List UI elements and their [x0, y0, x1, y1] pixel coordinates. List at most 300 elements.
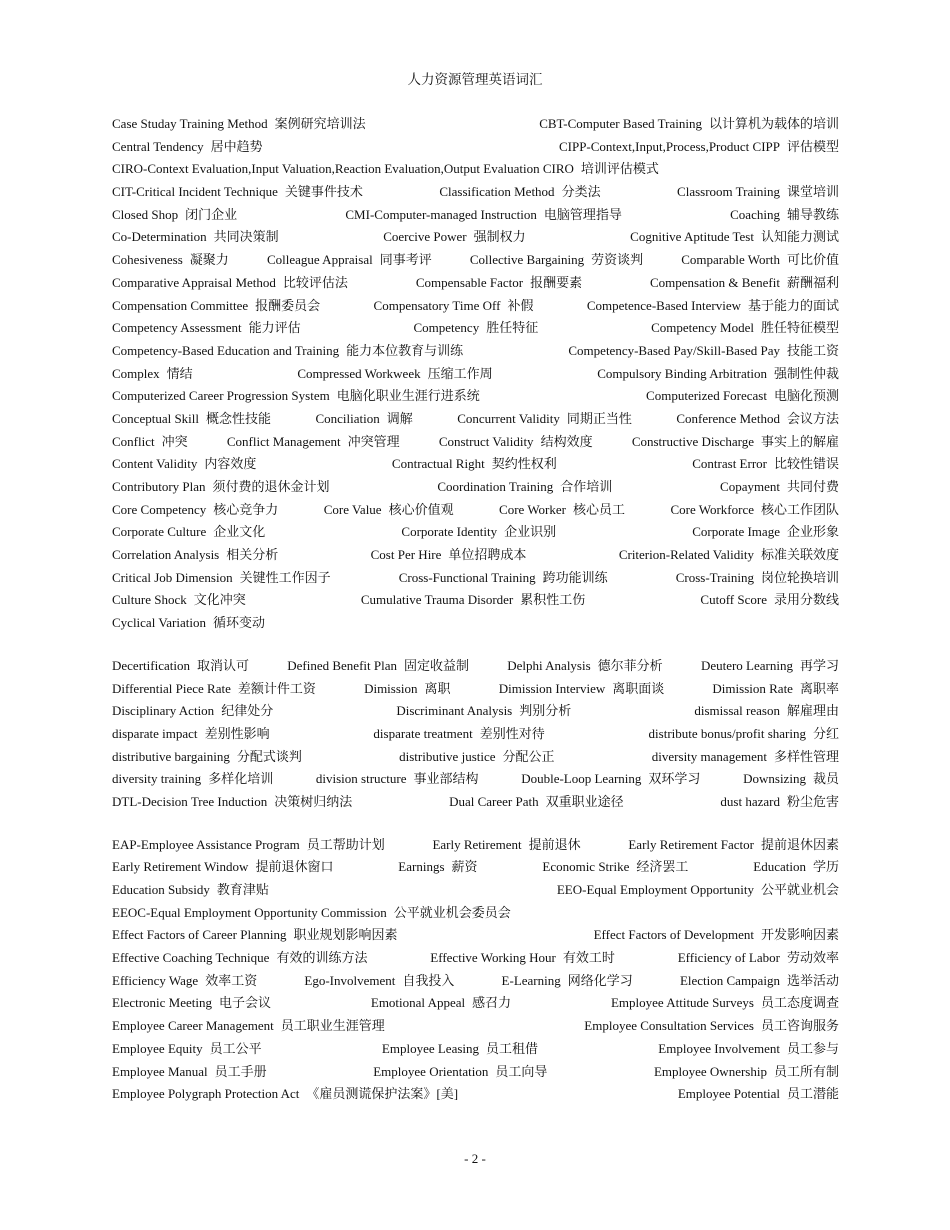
term-chinese: 同事考评	[379, 252, 432, 268]
glossary-content	[112, 113, 839, 1106]
term-chinese: 效率工资	[205, 972, 258, 988]
term-chinese: 取消认可	[196, 657, 249, 673]
glossary-line	[112, 723, 839, 746]
term-chinese: 认知能力测试	[760, 229, 839, 245]
glossary-term	[112, 879, 269, 902]
term-english: Deutero Learning	[700, 657, 793, 673]
term-chinese: 员工潜能	[786, 1086, 839, 1102]
term-english: Efficiency Wage	[112, 972, 199, 988]
page-number: - 2 -	[464, 1151, 486, 1166]
glossary-term	[112, 521, 265, 544]
glossary-term	[364, 678, 450, 701]
term-english: Employee Ownership	[653, 1063, 767, 1079]
glossary-line	[112, 476, 839, 499]
glossary-term	[383, 226, 525, 249]
term-chinese: 冲突管理	[347, 433, 400, 449]
term-english: Competency Model	[651, 320, 754, 336]
term-english: Central Tendency	[112, 138, 204, 154]
term-english: Early Retirement Window	[112, 859, 249, 875]
term-english: Constructive Discharge	[631, 433, 754, 449]
glossary-term	[112, 746, 302, 769]
term-chinese: 差额计件工资	[237, 680, 316, 696]
glossary-term	[112, 1015, 385, 1038]
term-chinese: 分配公正	[502, 748, 555, 764]
term-chinese: 基于能力的面试	[747, 297, 839, 313]
glossary-line	[112, 746, 839, 769]
term-chinese: 录用分数线	[773, 592, 839, 608]
term-chinese: 能力本位教育与训练	[346, 342, 464, 358]
term-english: Core Worker	[499, 501, 566, 517]
glossary-term	[611, 992, 839, 1015]
term-chinese: 情结	[166, 365, 193, 381]
glossary-term	[676, 567, 839, 590]
glossary-term	[743, 768, 839, 791]
glossary-line	[112, 970, 839, 993]
glossary-term	[112, 1061, 267, 1084]
glossary-term	[112, 544, 278, 567]
glossary-term	[112, 181, 363, 204]
glossary-term	[457, 408, 632, 431]
term-chinese: 员工参与	[786, 1040, 839, 1056]
glossary-term	[521, 768, 700, 791]
term-english: Corporate Culture	[112, 524, 207, 540]
term-english: Compressed Workweek	[297, 365, 421, 381]
glossary-term	[373, 1061, 547, 1084]
glossary-term	[594, 924, 839, 947]
term-english: EAP-Employee Assistance Program	[112, 836, 300, 852]
glossary-term	[112, 272, 348, 295]
term-chinese: 提前退休因素	[760, 836, 839, 852]
term-chinese: 劳动效率	[786, 950, 839, 966]
term-english: Core Competency	[112, 501, 207, 517]
term-chinese: 离职面谈	[612, 680, 665, 696]
term-english: division structure	[315, 771, 407, 787]
term-chinese: 同期正当性	[566, 410, 632, 426]
term-chinese: 企业文化	[213, 524, 266, 540]
term-chinese: 开发影响因素	[760, 927, 839, 943]
term-chinese: 自我投入	[402, 972, 455, 988]
glossary-line	[112, 249, 839, 272]
term-chinese: 结构效度	[540, 433, 593, 449]
glossary-line	[112, 1083, 839, 1106]
glossary-term	[112, 678, 316, 701]
term-english: Cohesiveness	[112, 252, 183, 268]
glossary-term	[287, 655, 469, 678]
term-chinese: 差别性对待	[479, 725, 545, 741]
glossary-term	[502, 970, 633, 993]
glossary-line	[112, 768, 839, 791]
term-group-e	[112, 834, 839, 1106]
term-chinese: 选举活动	[786, 972, 839, 988]
term-chinese: 员工职业生涯管理	[280, 1018, 385, 1034]
term-english: Effect Factors of Development	[593, 927, 754, 943]
glossary-term	[677, 181, 839, 204]
term-english: EEOC-Equal Employment Opportunity Commission	[112, 904, 387, 920]
term-english: Culture Shock	[112, 592, 187, 608]
term-chinese: 员工向导	[495, 1063, 548, 1079]
term-english: Coercive Power	[383, 229, 467, 245]
term-english: Early Retirement Factor	[628, 836, 754, 852]
term-chinese: 以计算机为载体的培训	[708, 116, 839, 131]
term-chinese: 可比价值	[786, 252, 839, 268]
term-chinese: 居中趋势	[210, 138, 263, 154]
glossary-line	[112, 272, 839, 295]
term-chinese: 报酬要素	[530, 274, 583, 290]
glossary-term	[678, 1083, 839, 1106]
term-chinese: 共同决策制	[213, 229, 279, 245]
glossary-line	[112, 295, 839, 318]
glossary-term	[112, 431, 188, 454]
glossary-term	[112, 924, 398, 947]
glossary-term	[628, 834, 839, 857]
glossary-line	[112, 567, 839, 590]
glossary-term	[112, 385, 480, 408]
term-english: Correlation Analysis	[112, 547, 220, 563]
term-chinese: 关键事件技术	[284, 184, 363, 200]
term-english: disparate impact	[112, 725, 198, 741]
term-english: E-Learning	[501, 972, 561, 988]
term-english: Cross-Functional Training	[398, 569, 536, 585]
term-chinese: 提前退休窗口	[255, 859, 334, 875]
term-english: Colleague Appraisal	[266, 252, 373, 268]
term-english: Copayment	[720, 479, 780, 494]
term-english: Cyclical Variation	[112, 615, 206, 631]
term-chinese: 薪酬福利	[786, 274, 839, 290]
term-english: Electronic Meeting	[112, 995, 212, 1011]
term-english: CIRO-Context Evaluation,Input Valuation,Reaction Evaluation,Output Evaluation CIRO	[112, 161, 574, 177]
term-chinese: 共同付费	[786, 479, 839, 494]
glossary-term	[654, 1061, 839, 1084]
glossary-term	[539, 113, 839, 136]
glossary-term	[470, 249, 643, 272]
glossary-term	[652, 746, 839, 769]
glossary-term	[304, 970, 454, 993]
term-english: CBT-Computer Based Training	[539, 116, 702, 131]
glossary-term	[700, 589, 839, 612]
term-english: Contributory Plan	[112, 479, 206, 494]
term-english: Compulsory Binding Arbitration	[597, 365, 767, 381]
glossary-line	[112, 226, 839, 249]
glossary-term	[720, 791, 839, 814]
term-english: Corporate Image	[692, 524, 780, 540]
glossary-term	[439, 431, 593, 454]
glossary-line	[112, 678, 839, 701]
term-chinese: 跨功能训练	[542, 569, 608, 585]
term-english: Efficiency of Labor	[677, 950, 780, 966]
term-group-c	[112, 113, 839, 635]
term-english: Complex	[112, 365, 160, 381]
term-english: Effective Working Hour	[430, 950, 556, 966]
glossary-term	[753, 856, 839, 879]
term-chinese: 有效工时	[562, 950, 615, 966]
glossary-term	[112, 136, 263, 159]
glossary-line	[112, 499, 839, 522]
term-english: Comparable Worth	[681, 252, 780, 268]
glossary-term	[557, 879, 839, 902]
glossary-term	[680, 970, 839, 993]
term-english: EEO-Equal Employment Opportunity	[556, 882, 754, 897]
glossary-term	[324, 499, 454, 522]
glossary-term	[396, 700, 571, 723]
term-chinese: 分配式谈判	[236, 748, 302, 764]
glossary-term	[692, 453, 839, 476]
term-chinese: 合作培训	[560, 479, 613, 494]
term-english: Conceptual Skill	[112, 410, 200, 426]
glossary-term	[112, 612, 265, 635]
term-chinese: 循环变动	[212, 615, 265, 631]
glossary-term	[678, 947, 839, 970]
term-chinese: 单位招聘成本	[448, 547, 527, 563]
term-english: Contractual Right	[391, 456, 485, 472]
glossary-term	[694, 700, 839, 723]
term-chinese: 多样化培训	[208, 771, 274, 787]
term-english: CIT-Critical Incident Technique	[112, 184, 278, 200]
term-chinese: 案例研究培训法	[274, 116, 366, 131]
glossary-term	[345, 204, 621, 227]
term-chinese: 决策树归纳法	[274, 793, 353, 809]
term-chinese: 员工手册	[214, 1063, 267, 1079]
term-chinese: 员工所有制	[773, 1063, 839, 1079]
glossary-term	[584, 1015, 839, 1038]
glossary-line	[112, 158, 839, 181]
term-english: Core Workforce	[670, 501, 754, 517]
term-chinese: 感召力	[472, 995, 512, 1011]
glossary-term	[112, 340, 463, 363]
glossary-term	[720, 476, 839, 499]
term-chinese: 薪资	[451, 859, 478, 875]
glossary-term	[437, 476, 612, 499]
term-english: Employee Orientation	[373, 1063, 489, 1079]
glossary-term	[681, 249, 839, 272]
glossary-term	[267, 249, 432, 272]
term-group-d	[112, 655, 839, 814]
term-chinese: 电脑化预测	[773, 388, 839, 404]
term-english: Competency-Based Education and Training	[112, 342, 340, 358]
term-chinese: 网络化学习	[567, 972, 633, 988]
glossary-line	[112, 1038, 839, 1061]
term-english: Economic Strike	[542, 859, 630, 875]
term-english: Content Validity	[112, 456, 198, 472]
glossary-line	[112, 856, 839, 879]
term-chinese: 企业识别	[504, 524, 557, 540]
term-english: Earnings	[398, 859, 445, 875]
glossary-term	[416, 272, 582, 295]
term-chinese: 辅导教练	[786, 206, 839, 222]
term-english: Co-Determination	[112, 229, 207, 245]
term-english: Employee Potential	[677, 1086, 780, 1102]
term-chinese: 岗位轮换培训	[760, 569, 839, 585]
term-english: diversity management	[651, 748, 767, 764]
term-english: Downsizing	[743, 771, 806, 787]
glossary-line	[112, 317, 839, 340]
term-chinese: 相关分析	[226, 547, 279, 563]
glossary-term	[499, 499, 625, 522]
term-english: Concurrent Validity	[457, 410, 560, 426]
glossary-term	[597, 363, 839, 386]
glossary-term	[632, 431, 839, 454]
term-chinese: 职业规划影响因素	[293, 927, 398, 943]
term-english: Coordination Training	[437, 479, 554, 494]
term-chinese: 压缩工作周	[427, 365, 493, 381]
term-chinese: 员工公平	[209, 1040, 262, 1056]
glossary-line	[112, 181, 839, 204]
term-english: dismissal reason	[694, 703, 780, 719]
term-english: Corporate Identity	[401, 524, 498, 540]
term-english: Emotional Appeal	[370, 995, 466, 1011]
term-chinese: 电脑化职业生涯行进系统	[336, 388, 480, 404]
term-english: Education Subsidy	[112, 882, 210, 897]
glossary-term	[439, 181, 600, 204]
glossary-line	[112, 992, 839, 1015]
term-chinese: 内容效度	[204, 456, 257, 472]
glossary-term	[712, 678, 839, 701]
glossary-term	[112, 992, 271, 1015]
glossary-term	[112, 317, 301, 340]
term-chinese: 分类法	[561, 184, 601, 200]
term-chinese: 概念性技能	[206, 410, 272, 426]
term-chinese: 教育津贴	[216, 882, 269, 897]
glossary-term	[399, 746, 554, 769]
term-chinese: 员工帮助计划	[306, 836, 385, 852]
glossary-term	[112, 947, 367, 970]
term-english: Critical Job Dimension	[112, 569, 233, 585]
term-chinese: 冲突	[161, 433, 188, 449]
term-chinese: 胜任特征模型	[760, 320, 839, 336]
term-english: Discriminant Analysis	[396, 703, 513, 719]
glossary-term	[112, 723, 270, 746]
term-chinese: 员工态度调查	[760, 995, 839, 1011]
term-chinese: 累积性工伤	[520, 592, 586, 608]
glossary-term	[587, 295, 839, 318]
glossary-term	[112, 567, 331, 590]
glossary-line	[112, 453, 839, 476]
term-english: Closed Shop	[112, 206, 179, 222]
term-chinese: 粉尘危害	[786, 793, 839, 809]
term-english: Employee Consultation Services	[584, 1018, 754, 1034]
glossary-line	[112, 879, 839, 902]
term-english: Computerized Career Progression System	[112, 388, 330, 404]
glossary-line	[112, 834, 839, 857]
term-english: Dual Career Path	[449, 793, 539, 809]
glossary-term	[619, 544, 839, 567]
term-chinese: 培训评估模式	[580, 161, 659, 177]
glossary-term	[701, 655, 839, 678]
term-english: distributive justice	[399, 748, 496, 764]
term-chinese: 强制性仲裁	[773, 365, 839, 381]
glossary-term	[692, 521, 839, 544]
term-english: Compensation & Benefit	[650, 274, 780, 290]
glossary-term	[112, 453, 256, 476]
term-chinese: 事业部结构	[413, 771, 479, 787]
term-chinese: 裁员	[812, 771, 839, 787]
glossary-term	[730, 204, 839, 227]
term-english: CMI-Computer-managed Instruction	[345, 206, 537, 222]
glossary-term	[507, 655, 662, 678]
term-english: Effective Coaching Technique	[112, 950, 270, 966]
glossary-line	[112, 204, 839, 227]
term-chinese: 胜任特征	[486, 320, 539, 336]
term-english: Conflict	[112, 433, 155, 449]
glossary-term	[414, 317, 539, 340]
glossary-line	[112, 431, 839, 454]
glossary-term	[112, 363, 193, 386]
term-chinese: 会议方法	[786, 410, 839, 426]
term-chinese: 电脑管理指导	[543, 206, 622, 222]
glossary-term	[112, 970, 257, 993]
term-chinese: 员工咨询服务	[760, 1018, 839, 1034]
term-chinese: 企业形象	[786, 524, 839, 540]
glossary-term	[650, 272, 839, 295]
glossary-term	[112, 408, 271, 431]
term-chinese: 德尔菲分析	[597, 657, 663, 673]
term-chinese: 评估模型	[786, 138, 839, 154]
term-chinese: 补假	[507, 297, 534, 313]
term-english: Competency Assessment	[112, 320, 242, 336]
term-chinese: 劳资谈判	[591, 252, 644, 268]
glossary-term	[112, 700, 273, 723]
term-chinese: 判别分析	[519, 703, 572, 719]
term-english: Classroom Training	[677, 184, 780, 200]
term-chinese: 须付费的退休金计划	[212, 479, 330, 494]
glossary-term	[361, 589, 585, 612]
term-english: Computerized Forecast	[646, 388, 767, 404]
term-english: CIPP-Context,Input,Process,Product CIPP	[558, 138, 780, 154]
glossary-line	[112, 589, 839, 612]
term-english: diversity training	[112, 771, 202, 787]
glossary-term	[112, 295, 320, 318]
glossary-term	[227, 431, 400, 454]
term-english: Disciplinary Action	[112, 703, 215, 719]
term-english: Cumulative Trauma Disorder	[360, 592, 514, 608]
term-english: Defined Benefit Plan	[287, 657, 397, 673]
term-english: Dimission Rate	[712, 680, 793, 696]
glossary-line	[112, 1015, 839, 1038]
glossary-term	[112, 856, 333, 879]
glossary-term	[112, 902, 511, 925]
term-english: Compensation Committee	[112, 297, 249, 313]
term-chinese: 文化冲突	[193, 592, 246, 608]
term-chinese: 双环学习	[648, 771, 701, 787]
glossary-line	[112, 902, 839, 925]
term-chinese: 调解	[386, 410, 413, 426]
term-chinese: 关键性工作因子	[239, 569, 331, 585]
glossary-term	[112, 249, 229, 272]
term-chinese: 比较评估法	[282, 274, 348, 290]
glossary-term	[315, 408, 412, 431]
term-chinese: 多样性管理	[773, 748, 839, 764]
term-chinese: 标准关联效度	[760, 547, 839, 563]
glossary-line	[112, 924, 839, 947]
term-english: Compensable Factor	[415, 274, 524, 290]
term-chinese: 核心价值观	[388, 501, 454, 517]
term-english: Contrast Error	[692, 456, 767, 472]
glossary-term	[651, 317, 839, 340]
glossary-line	[112, 136, 839, 159]
term-english: dust hazard	[720, 793, 780, 809]
glossary-term	[542, 856, 688, 879]
glossary-term	[392, 453, 557, 476]
term-english: Competence-Based Interview	[586, 297, 741, 313]
glossary-line	[112, 612, 839, 635]
glossary-term	[630, 226, 839, 249]
page-title: 人力资源管理英语词汇	[407, 72, 543, 87]
term-english: Employee Leasing	[381, 1040, 480, 1056]
term-english: Effect Factors of Career Planning	[112, 927, 287, 943]
glossary-term	[568, 340, 839, 363]
glossary-term	[112, 791, 352, 814]
term-chinese: 课堂培训	[786, 184, 839, 200]
term-chinese: 凝聚力	[189, 252, 229, 268]
